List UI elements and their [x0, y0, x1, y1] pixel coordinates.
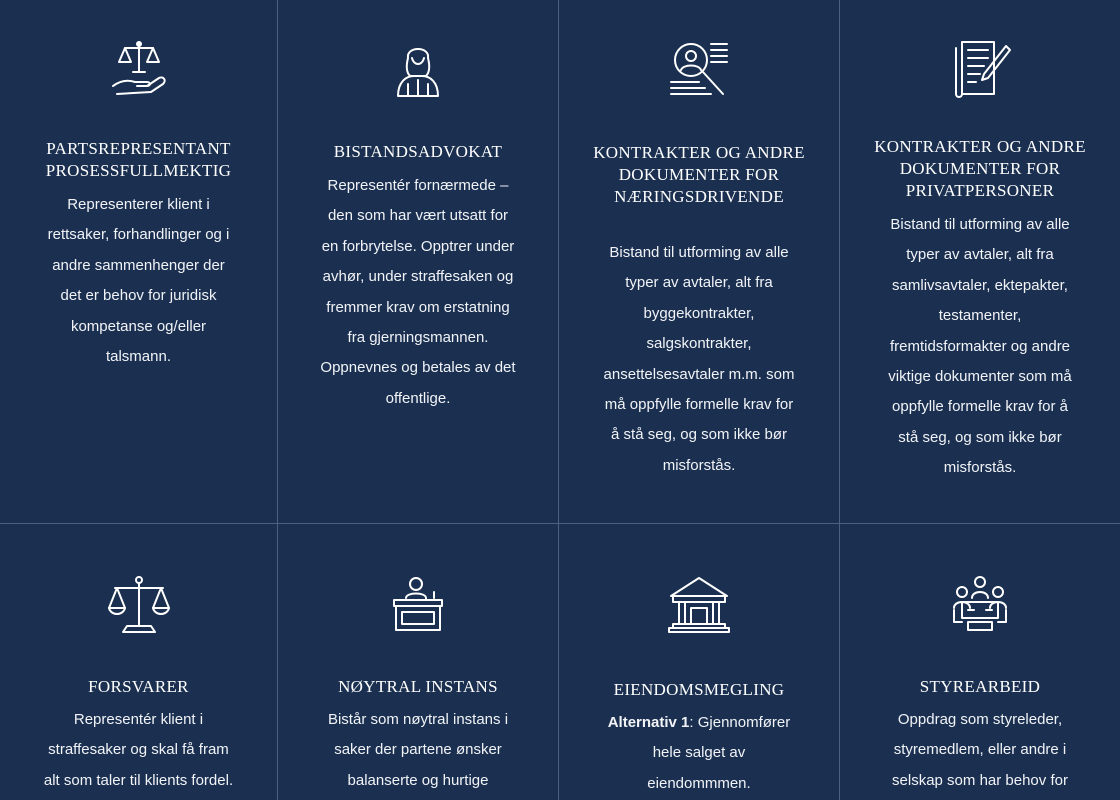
board-meeting-icon — [948, 574, 1012, 638]
contract-pen-icon — [948, 36, 1012, 100]
card-description: Representér fornærmede – den som har vært utsatt for en forbrytelse. Opptrer under avhør, under straffesaken og fremmer krav om erstatning fra gjerningsmannen. Oppnevnes og betales av det offentlige. — [320, 177, 516, 407]
service-card-forsvarer — [0, 524, 277, 800]
scale-hand-icon — [107, 36, 171, 100]
document-search-icon — [667, 36, 731, 100]
service-card-eiendomsmegling — [559, 524, 839, 800]
lawyer-icon — [386, 36, 450, 100]
service-card-kontrakter-privatpersoner — [840, 0, 1120, 523]
card-description: Representerer klient i rettsaker, forhandlinger og i andre sammenhenger der det er behov for juridisk kompetanse og/eller talsmann. — [47, 196, 230, 366]
card-title: KONTRAKTER OG ANDRE DOKUMENTER FOR NÆRINGSDRIVENDE — [593, 143, 805, 206]
service-card-kontrakter-naeringsdrivende — [559, 0, 839, 523]
alternative-text: : Gjennomfører hele salget av eiendommmen. — [647, 714, 791, 792]
card-title: PARTSREPRESENTANT PROSESSFULLMEKTIG — [45, 139, 232, 180]
card-description: Bistand til utforming av alle typer av avtaler, alt fra samlivsavtaler, ektepakter, testamenter, fremtidsformakter og andre viktige dokumenter som må oppfylle formelle krav for å stå seg, og som ikke bør misforstås. — [888, 216, 1072, 477]
card-description: Bistand til utforming av alle typer av avtaler, alt fra byggekontrakter, salgskontrakter, ansettelsesavtaler m.m. som må oppfylle formelle krav for å stå seg, og som ikke bør misforstås. — [603, 244, 795, 474]
card-description: Oppdrag som styreleder, styremedlem, eller andre i selskap som har behov for — [892, 711, 1068, 789]
card-description — [559, 708, 839, 799]
service-card-noytral-instans — [278, 524, 558, 800]
judge-desk-icon — [386, 574, 450, 638]
card-title: NØYTRAL INSTANS — [338, 677, 498, 696]
service-card-bistandsadvokat — [278, 0, 558, 523]
building-icon — [667, 574, 731, 638]
card-description: Bistår som nøytral instans i saker der partene ønsker balanserte og hurtige — [327, 711, 509, 789]
card-title: FORSVARER — [88, 677, 189, 696]
card-description: Representér klient i straffesaker og skal få fram alt som taler til klients fordel. — [43, 711, 234, 789]
service-card-partsrepresentant — [0, 0, 277, 523]
card-title: BISTANDSADVOKAT — [333, 142, 503, 161]
scale-icon — [107, 574, 171, 638]
card-title: KONTRAKTER OG ANDRE DOKUMENTER FOR PRIVATPERSONER — [874, 137, 1086, 200]
service-card-styrearbeid — [840, 524, 1120, 800]
card-title: EIENDOMSMEGLING — [613, 680, 785, 699]
card-title: STYREARBEID — [919, 677, 1041, 696]
alternative-label: Alternativ 1 — [607, 714, 690, 731]
